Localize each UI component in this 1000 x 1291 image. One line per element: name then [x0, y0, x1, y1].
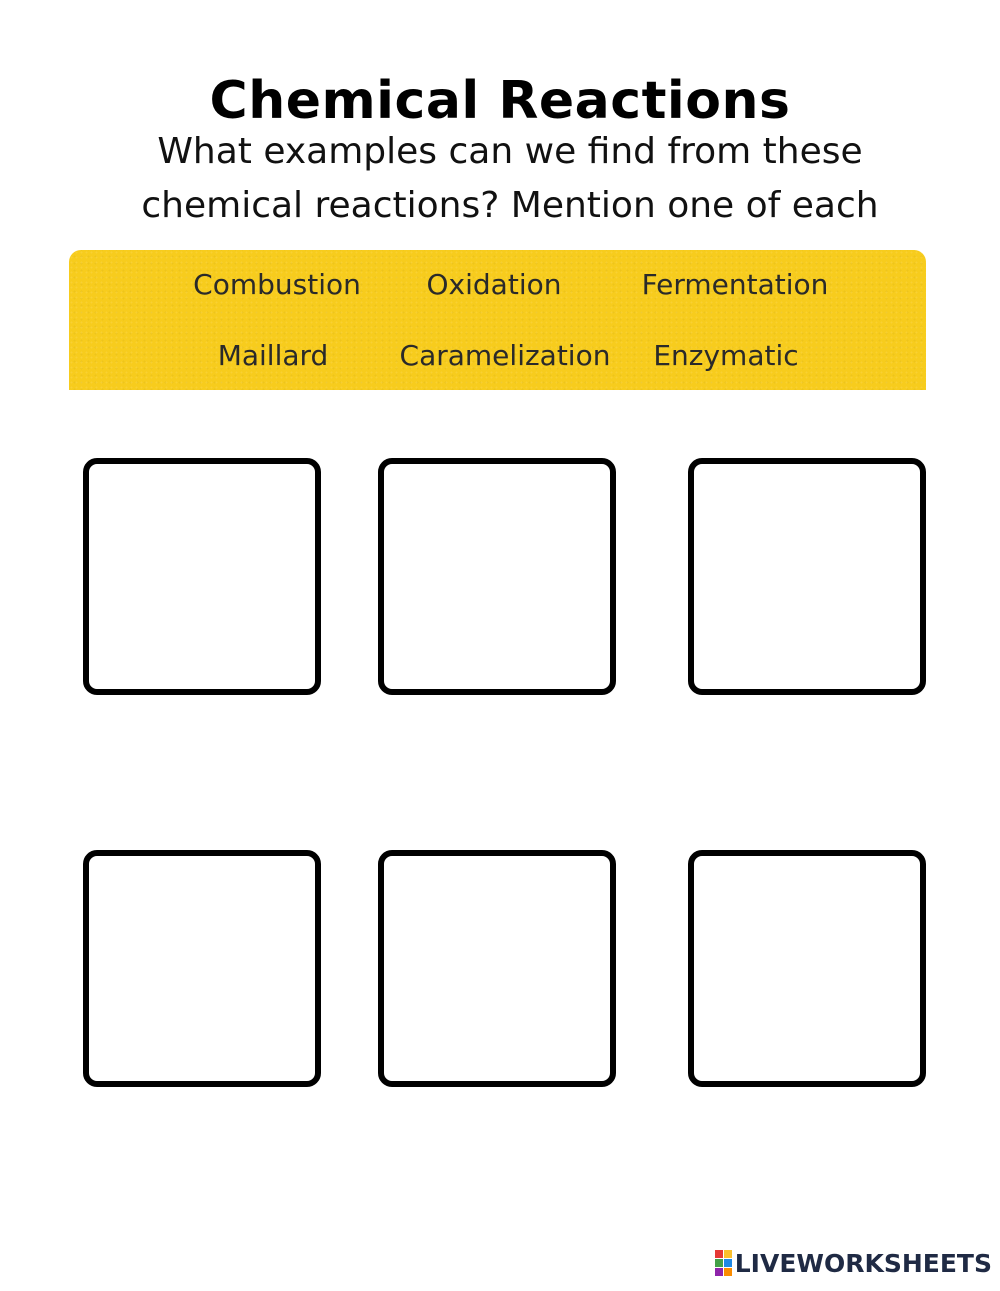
- liveworksheets-logo-icon: [715, 1250, 732, 1276]
- brand-name: LIVEWORKSHEETS: [734, 1248, 992, 1278]
- answer-box-1[interactable]: [83, 458, 321, 695]
- word-bank: [69, 250, 926, 390]
- answer-box-2[interactable]: [378, 458, 616, 695]
- liveworksheets-branding: [715, 1249, 992, 1277]
- word-caramelization[interactable]: Caramelization: [399, 339, 611, 372]
- word-oxidation[interactable]: Oxidation: [426, 268, 562, 301]
- word-combustion[interactable]: Combustion: [193, 268, 361, 301]
- worksheet-title: Chemical Reactions: [209, 70, 791, 131]
- instructions-text: [10, 125, 1000, 233]
- word-fermentation[interactable]: Fermentation: [641, 268, 829, 301]
- answer-box-4[interactable]: [83, 850, 321, 1087]
- instructions-line-1: What examples can we find from these: [157, 131, 863, 172]
- answer-box-3[interactable]: [688, 458, 926, 695]
- word-enzymatic[interactable]: Enzymatic: [653, 339, 799, 372]
- answer-box-5[interactable]: [378, 850, 616, 1087]
- word-maillard[interactable]: Maillard: [217, 339, 329, 372]
- instructions-line-2: chemical reactions? Mention one of each: [141, 185, 879, 226]
- answer-box-6[interactable]: [688, 850, 926, 1087]
